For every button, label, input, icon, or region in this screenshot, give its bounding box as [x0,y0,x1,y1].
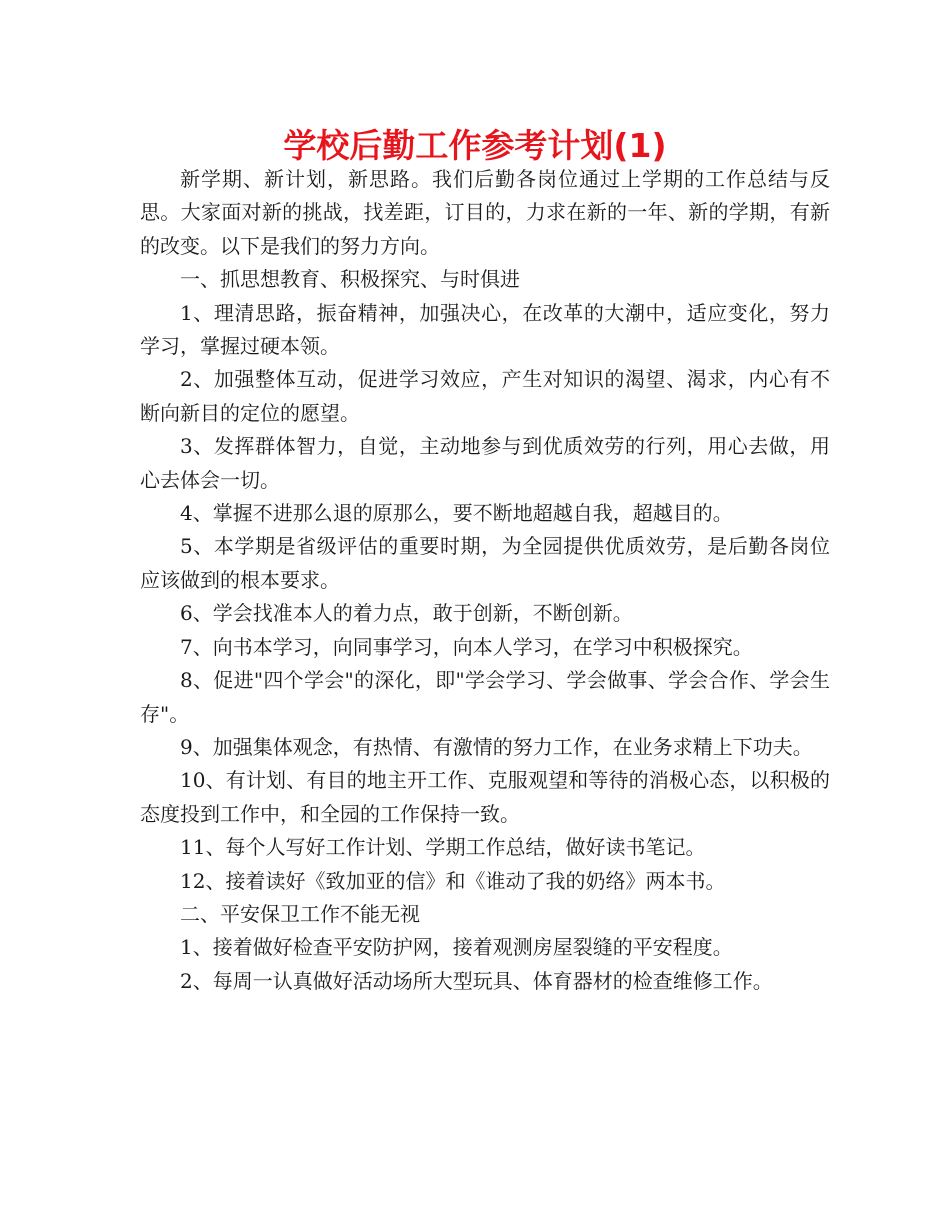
list-item-1-2: 2、加强整体互动，促进学习效应，产生对知识的渴望、渴求，内心有不断向新目的定位的愿望。 [140,367,830,425]
list-item-1-5: 5、本学期是省级评估的重要时期，为全园提供优质效劳，是后勤各岗位应该做到的根本要求。 [140,534,830,592]
list-item-1-9: 9、加强集体观念，有热情、有激情的努力工作，在业务求精上下功夫。 [180,734,813,759]
list-item-1-10: 10、有计划、有目的地主开工作、克服观望和等待的消极心态，以积极的态度投到工作中，和全园的工作保持一致。 [140,768,830,826]
list-item-2-1: 1、接着做好检查平安防护网，接着观测房屋裂缝的平安程度。 [180,935,733,960]
document-body [140,163,830,998]
section-heading-1: 一、抓思想教育、积极探究、与时俱进 [180,267,520,292]
section-heading-2: 二、平安保卫工作不能无视 [180,901,420,926]
list-item-1-3: 3、发挥群体智力，自觉，主动地参与到优质效劳的行列，用心去做，用心去体会一切。 [140,434,830,492]
list-item-2-2: 2、每周一认真做好活动场所大型玩具、体育器材的检查维修工作。 [180,968,773,993]
list-item-1-4: 4、掌握不进那么退的原那么，要不断地超越自我，超越目的。 [180,501,733,526]
list-item-1-12: 12、接着读好《致加亚的信》和《谁动了我的奶络》两本书。 [180,868,726,893]
list-item-1-8: 8、促进"四个学会"的深化，即"学会学习、学会做事、学会合作、学会生存"。 [140,668,830,726]
list-item-1-1: 1、理清思路，振奋精神，加强决心，在改革的大潮中，适应变化，努力学习，掌握过硬本领。 [140,300,830,359]
document-title: 学校后勤工作参考计划(1) [283,126,667,165]
list-item-1-6: 6、学会找准本人的着力点，敢于创新，不断创新。 [180,601,633,626]
paragraph-intro: 新学期、新计划，新思路。我们后勤各岗位通过上学期的工作总结与反思。大家面对新的挑战，找差距，订目的，力求在新的一年、新的学期，有新的改变。以下是我们的努力方向。 [140,167,830,258]
list-item-1-11: 11、每个人写好工作计划、学期工作总结，做好读书笔记。 [180,835,706,860]
list-item-1-7: 7、向书本学习，向同事学习，向本人学习，在学习中积极探究。 [180,634,753,659]
